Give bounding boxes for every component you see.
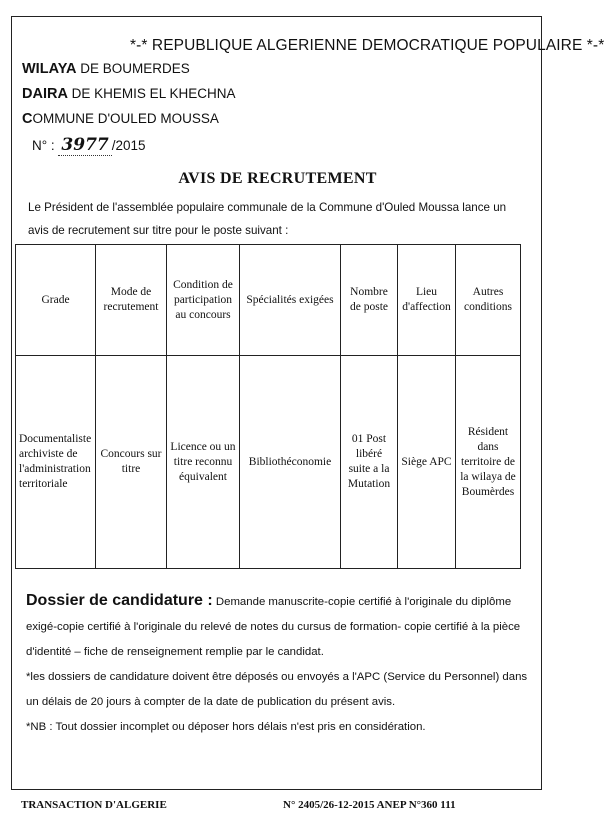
table-row xyxy=(16,356,521,569)
header-condition: Condition de participation au concours xyxy=(167,245,240,356)
cell-nombre: 01 Post libéré suite a la Mutation xyxy=(341,356,398,569)
commune-initial: C xyxy=(22,111,33,127)
cell-mode: Concours sur titre xyxy=(96,356,167,569)
cell-condition: Licence ou un titre reconnu équivalent xyxy=(167,356,240,569)
header-mode: Mode de recrutement xyxy=(96,245,167,356)
commune-line xyxy=(22,111,219,127)
commune-value: OMMUNE D'OULED MOUSSA xyxy=(32,111,219,126)
header-lieu: Lieu d'affection xyxy=(398,245,456,356)
daira-value: DE KHEMIS EL KHECHNA xyxy=(67,86,236,101)
number-prefix: N° : xyxy=(32,138,55,153)
dossier-paragraph xyxy=(26,588,536,665)
daira-label: DAIRA xyxy=(22,86,68,102)
daira-line xyxy=(22,86,235,102)
dossier-section xyxy=(26,588,536,740)
table-header-row xyxy=(16,245,521,356)
dossier-text: Demande manuscrite-copie certifié à l'originale du diplôme exigé-copie certifié à l'originale du relevé de notes du cursus de formation- copie certifié à la pièce d'identité – fiche de renseignement remplie par le candidat. xyxy=(26,596,521,658)
wilaya-label: WILAYA xyxy=(22,61,77,77)
cell-grade: Documentaliste archiviste de l'administration territoriale xyxy=(16,356,96,569)
wilaya-line xyxy=(22,61,190,77)
header-specialites: Spécialités exigées xyxy=(240,245,341,356)
dossier-note-deadline: *les dossiers de candidature doivent être déposés ou envoyés a l'APC (Service du Personnel) dans un délais de 20 jours à compter de la date de publication du présent avis. xyxy=(26,671,528,708)
wilaya-value: DE BOUMERDES xyxy=(76,61,190,76)
header-grade: Grade xyxy=(16,245,96,356)
footer-publication: TRANSACTION D'ALGERIE xyxy=(21,799,167,811)
notice-title: AVIS DE RECRUTEMENT xyxy=(178,170,377,187)
dossier-label: Dossier de candidature : xyxy=(26,592,213,609)
footer-reference: N° 2405/26-12-2015 ANEP N°360 111 xyxy=(283,799,456,811)
cell-specialites: Bibliothéconomie xyxy=(240,356,341,569)
dossier-note-nb: *NB : Tout dossier incomplet ou déposer hors délais n'est pris en considération. xyxy=(26,721,426,733)
notice-intro: Le Président de l'assemblée populaire communale de la Commune d'Ouled Moussa lance un avis de recrutement sur titre pour le poste suivant : xyxy=(28,201,507,237)
number-handwritten: 3977 xyxy=(58,135,111,156)
reference-number xyxy=(32,135,146,155)
cell-lieu: Siège APC xyxy=(398,356,456,569)
header-autres: Autres conditions xyxy=(456,245,521,356)
number-year: /2015 xyxy=(111,138,146,153)
republic-header: *-* REPUBLIQUE ALGERIENNE DEMOCRATIQUE POPULAIRE *-* xyxy=(130,37,604,54)
header-nombre: Nombre de poste xyxy=(341,245,398,356)
cell-autres: Résident dans territoire de la wilaya de Boumèrdes xyxy=(456,356,521,569)
recruitment-table xyxy=(15,244,521,569)
